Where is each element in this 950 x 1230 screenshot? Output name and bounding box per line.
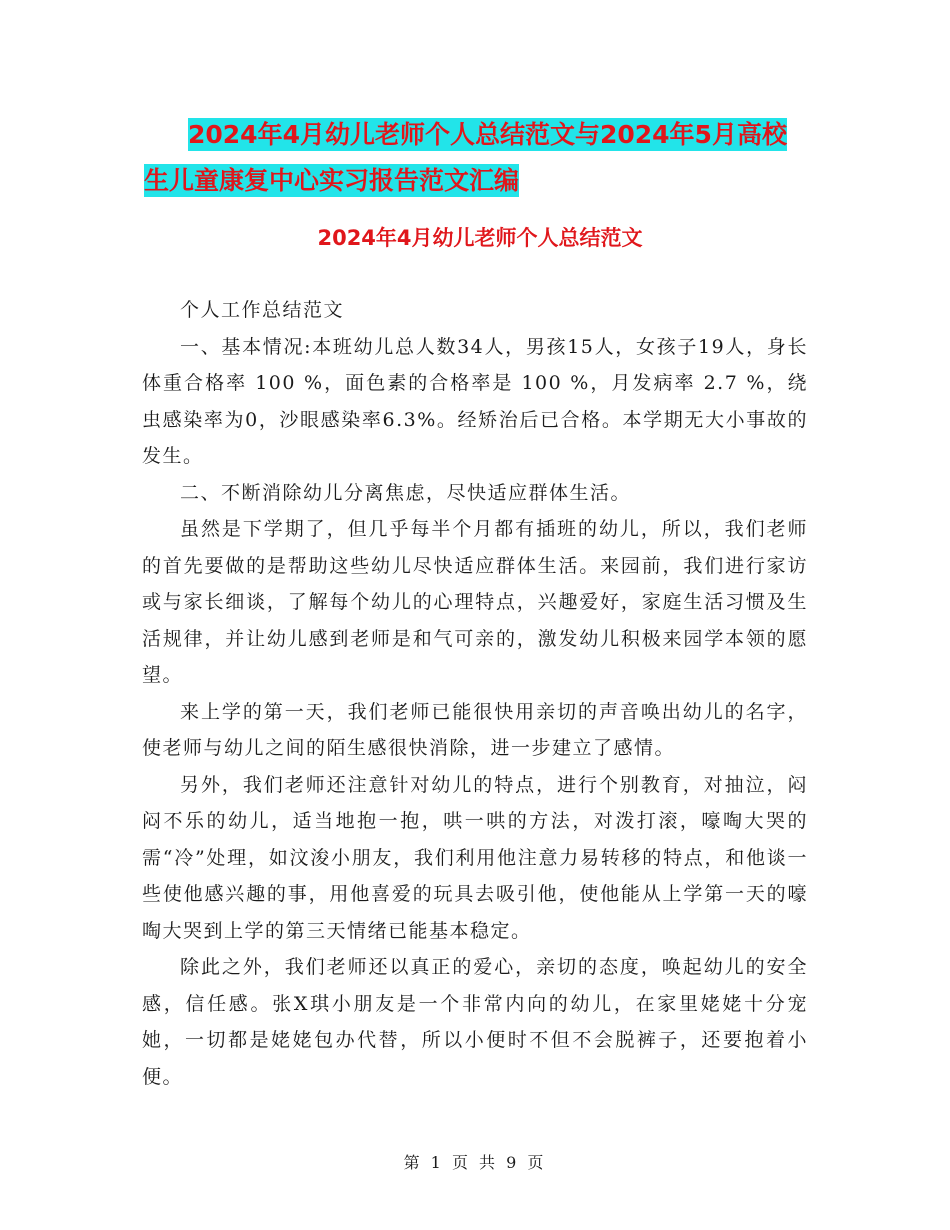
- title-line-1-text: 2024年4月幼儿老师个人总结范文与2024年5月高校: [188, 120, 787, 149]
- title-line-2-text: 生儿童康复中心实习报告范文汇编: [144, 166, 520, 195]
- title-line-2: [140, 158, 820, 204]
- paragraph-heading: 个人工作总结范文: [180, 299, 345, 321]
- paragraph: 一、基本情况:本班幼儿总人数34人，男孩15人，女孩子19人，身长体重合格率 100 %，面色素的合格率是 100 %，月发病率 2.7 %，绕虫感染率为0，沙眼感染率6.3%。经矫治后已合格。本学期无大小事故的发生。: [142, 335, 808, 467]
- title-line-1: [140, 112, 820, 158]
- page-footer: 第 1 页 共 9 页: [403, 1153, 547, 1172]
- paragraph: 除此之外，我们老师还以真正的爱心，亲切的态度，唤起幼儿的安全感，信任感。张X琪小朋友是一个非常内向的幼儿，在家里姥姥十分宠她，一切都是姥姥包办代替，所以小便时不但不会脱裤子，还要抱着小便。: [142, 956, 808, 1088]
- paragraph: 二、不断消除幼儿分离焦虑，尽快适应群体生活。: [180, 481, 632, 504]
- paragraph: 虽然是下学期了，但几乎每半个月都有插班的幼儿，所以，我们老师的首先要做的是帮助这些幼儿尽快适应群体生活。来园前，我们进行家访或与家长细谈，了解每个幼儿的心理特点，兴趣爱好，家庭生活习惯及生活规律，并让幼儿感到老师是和气可亲的，激发幼儿积极来园学本领的愿望。: [142, 518, 808, 686]
- document-title: [140, 112, 820, 204]
- paragraph: 另外，我们老师还注意针对幼儿的特点，进行个别教育，对抽泣，闷闷不乐的幼儿，适当地抱一抱，哄一哄的方法，对泼打滚，嚎啕大哭的需“冷”处理，如汶浚小朋友，我们利用他注意力易转移的特点，和他谈一些使他感兴趣的事，用他喜爱的玩具去吸引他，使他能从上学第一天的嚎啕大哭到上学的第三天情绪已能基本稳定。: [142, 773, 808, 942]
- section-title: 2024年4月幼儿老师个人总结范文: [317, 226, 643, 250]
- document-body: [142, 292, 808, 1095]
- paragraph: 来上学的第一天，我们老师已能很快用亲切的声音唤出幼儿的名字，使老师与幼儿之间的陌生感很快消除，进一步建立了感情。: [142, 700, 808, 759]
